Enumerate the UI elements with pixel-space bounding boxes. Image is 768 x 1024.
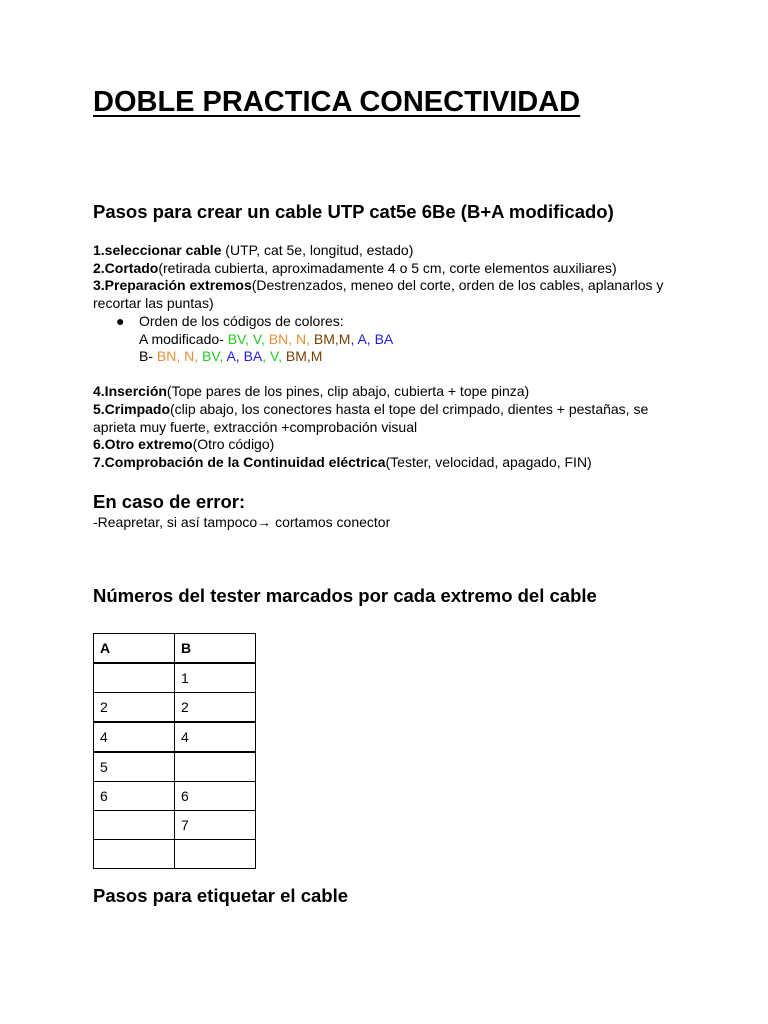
table-cell-b: 1 [175,663,256,693]
color-sequence-a [228,331,394,347]
table-cell-b: 7 [175,811,256,840]
color-code: , [278,348,286,364]
color-code: BM,M [313,331,351,347]
table-row [94,811,256,840]
section-heading-cable-steps: Pasos para crear un cable UTP cat5e 6Be (B+A modificado) [93,201,614,222]
color-code: , [176,348,185,364]
step-1: 1.seleccionar cable (UTP, cat 5e, longitud, estado) [93,242,414,258]
table-row [94,663,256,693]
color-code: N [184,348,195,364]
color-code: , [194,348,203,364]
table-cell-b: 2 [175,693,256,723]
table-cell-a: 4 [94,722,175,752]
color-code: , [262,348,271,364]
table-cell-b [175,752,256,782]
color-order-b: B- BN, N, BV, A, BA, V, BM,M [139,348,323,364]
color-code: BA [243,348,263,364]
color-code: A [357,331,367,347]
step-7: 7.Comprobación de la Continuidad eléctrica(Tester, velocidad, apagado, FIN) [93,454,592,470]
color-code: BA [374,331,394,347]
step-4: 4.Inserción(Tope pares de los pines, clip abajo, cubierta + tope pinza) [93,383,530,399]
table-cell-a [94,663,175,693]
table-row [94,693,256,723]
bullet-icon: ● [116,313,125,329]
error-text: -Reapretar, si así tampoco→ cortamos conector [93,514,391,530]
table-row [94,840,256,869]
color-sequence-b [157,348,323,364]
step-5: 5.Crimpado(clip abajo, los conectores hasta el tope del crimpado, dientes + pestañas, se aprieta muy fuerte, extracción +comprobación visual [93,401,649,435]
color-code: V [252,331,261,347]
step-3: 3.Preparación extremos(Destrenzados, meneo del corte, orden de los cables, aplanarlos y recortar las puntas) [93,277,664,311]
color-code: , [245,331,253,347]
table-cell-a: 5 [94,752,175,782]
color-code: A [226,348,236,364]
table-row [94,782,256,811]
color-code: , [235,348,244,364]
bullet-text: Orden de los códigos de colores: [139,313,344,329]
page-title: DOBLE PRACTICA CONECTIVIDAD [93,86,581,118]
table-cell-b: 6 [175,782,256,811]
color-code: , [219,348,227,364]
tester-heading: Números del tester marcados por cada extremo del cable [93,585,597,606]
table-header-row [94,634,256,664]
color-code: , [260,331,269,347]
color-code: BM,M [285,348,323,364]
table-cell-b [175,840,256,869]
table-header-a: A [94,634,175,664]
color-code: BN [268,331,289,347]
color-order-a: A modificado- BV, V, BN, N, BM,M, A, BA [139,331,394,347]
table-cell-b: 4 [175,722,256,752]
table-cell-a [94,811,175,840]
step-6: 6.Otro extremo(Otro código) [93,436,275,452]
table-row [94,722,256,752]
color-code: , [366,331,375,347]
label-steps-heading: Pasos para etiquetar el cable [93,885,349,906]
error-heading: En caso de error: [93,491,246,512]
table-cell-a: 6 [94,782,175,811]
color-code: BV [227,331,246,347]
color-code: N [295,331,307,347]
color-code: , [306,331,314,347]
table-row [94,752,256,782]
step-2: 2.Cortado(retirada cubierta, aproximadamente 4 o 5 cm, corte elementos auxiliares) [93,260,617,276]
tester-table [93,633,256,869]
color-code: , [350,331,358,347]
table-cell-a: 2 [94,693,175,723]
table-cell-a [94,840,175,869]
table-header-b: B [175,634,256,664]
color-code: BV [202,348,220,364]
color-code: V [270,348,279,364]
color-code: , [288,331,296,347]
color-code: BN [156,348,177,364]
